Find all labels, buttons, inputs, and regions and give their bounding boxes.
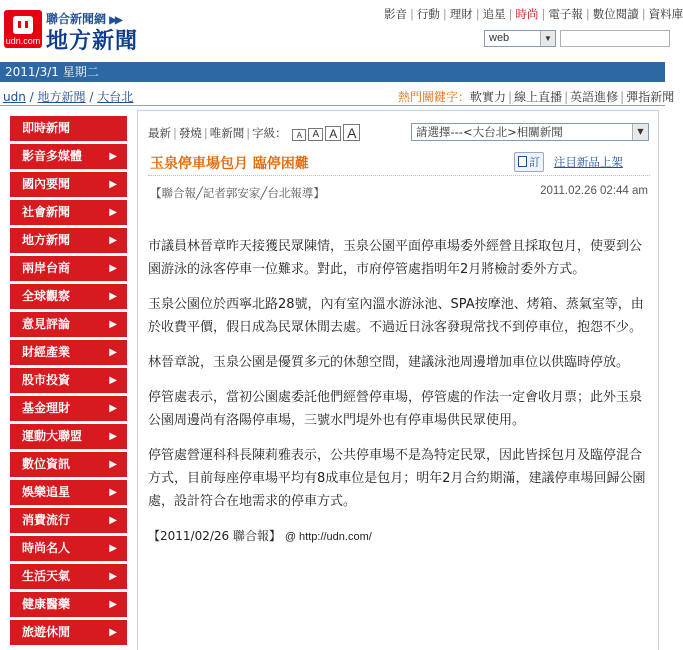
site-title[interactable]: 地方新聞: [46, 29, 139, 54]
logo-text: udn.com: [5, 36, 41, 46]
toolbar-latest-link[interactable]: 最新: [148, 126, 171, 140]
sidebar-item[interactable]: [10, 620, 127, 645]
sidebar-item[interactable]: [10, 508, 127, 533]
sidebar-item-label: 兩岸台商: [22, 261, 71, 275]
dropdown-arrow-icon: ▼: [632, 124, 648, 140]
hot-keywords-label: 熱門關鍵字：: [398, 90, 471, 104]
sidebar-item[interactable]: [10, 312, 127, 337]
sidebar-item-label: 國內要聞: [22, 177, 71, 191]
font-size-xs-button[interactable]: A: [292, 129, 306, 141]
network-name-text: 聯合新聞網: [46, 12, 107, 26]
chevron-right-icon: ▶: [109, 543, 117, 554]
header-divider: [0, 105, 665, 106]
sidebar-item-label: 消費流行: [22, 513, 71, 527]
article-byline: 【聯合報╱記者郭安家╱台北報導】: [150, 186, 325, 200]
article-source: [148, 525, 652, 549]
article-timestamp: 2011.02.26 02:44 am: [540, 185, 648, 197]
chevron-right-icon: ▶: [109, 319, 117, 330]
plug-icon: [13, 16, 33, 34]
sidebar-nav: [10, 116, 127, 648]
breadcrumb-taipei[interactable]: 大台北: [97, 90, 134, 104]
sidebar-item-label: 股市投資: [22, 373, 71, 387]
document-icon: [518, 156, 527, 167]
sidebar-item[interactable]: [10, 200, 127, 225]
top-nav-link[interactable]: 電子報: [548, 7, 583, 21]
search-scope-value: web: [489, 32, 510, 44]
sidebar-item[interactable]: [10, 480, 127, 505]
top-nav-link[interactable]: 數位閱讀: [592, 7, 639, 21]
top-nav-link[interactable]: 理財: [449, 7, 473, 21]
sidebar-item-label: 生活天氣: [22, 569, 71, 583]
article-paragraph: 玉泉公園位於西寧北路28號，內有室內溫水游泳池、SPA按摩池、烤箱、蒸氣室等，由於收費平價，假日成為民眾休閒去處。不過近日泳客發現常找不到停車位，抱怨不少。: [148, 297, 644, 335]
hot-keywords: 熱門關鍵字：軟實力 | 線上直播 | 英語進修 | 彈指新聞: [398, 90, 675, 104]
chevron-right-icon: ▶: [109, 347, 117, 358]
subscribe-area: [514, 152, 623, 172]
chevron-right-icon: ▶: [109, 403, 117, 414]
font-size-s-button[interactable]: A: [308, 128, 323, 141]
udn-logo[interactable]: [4, 10, 42, 48]
top-nav-link[interactable]: 時尚: [515, 7, 539, 21]
sidebar-item[interactable]: [10, 340, 127, 365]
chevron-right-icon: ▶: [109, 515, 117, 526]
title-divider: [148, 175, 650, 176]
article-paragraph: 停管處營運科科長陳莉雅表示，公共停車場不是為特定民眾，因此皆採包月及臨停混合方式，目前每座停車場平均有8成車位是包月；明年2月合約期滿，建議停車場回歸公園處，設計符合在地需求的停車方式。: [148, 448, 646, 509]
article-body: [148, 235, 652, 549]
subscribe-button-label: 訂: [529, 156, 540, 169]
sidebar-item[interactable]: [10, 172, 127, 197]
chevron-right-icon: ▶: [109, 571, 117, 582]
chevron-right-icon: ▶: [109, 487, 117, 498]
font-size-l-button[interactable]: A: [343, 124, 360, 141]
dropdown-arrow-icon: ▼: [540, 31, 555, 46]
sidebar-item[interactable]: [10, 256, 127, 281]
source-url[interactable]: @ http://udn.com/: [284, 531, 372, 543]
chevron-right-icon: ▶: [109, 235, 117, 246]
sidebar-item-label: 地方新聞: [22, 233, 71, 247]
hot-keyword-link[interactable]: 線上直播: [514, 90, 563, 104]
chevron-right-icon: ▶: [109, 431, 117, 442]
source-label: 【2011/02/26 聯合報】: [148, 529, 281, 543]
article-paragraph: 停管處表示，當初公園處委託他們經營停車場，停管處的作法一定會收月票；此外玉泉公園周邊尚有洛陽停車場，三號水門堤外也有停車場供民眾使用。: [148, 390, 643, 428]
related-news-value: 請選擇---<大台北>相關新聞: [416, 125, 563, 139]
chevron-right-icon: ▶: [109, 375, 117, 386]
top-nav-link[interactable]: 影音: [384, 7, 407, 21]
subscribe-link[interactable]: 注目新品上架: [553, 155, 623, 169]
chevron-right-icon: ▶: [109, 207, 117, 218]
sidebar-item[interactable]: [10, 368, 127, 393]
sidebar-item-label: 娛樂追星: [22, 485, 71, 499]
search-input[interactable]: [560, 30, 670, 47]
sidebar-item[interactable]: [10, 228, 127, 253]
chevron-right-icon: ▶: [109, 151, 117, 162]
date-bar: [0, 62, 665, 82]
sidebar-item-label: 全球觀察: [22, 289, 71, 303]
sidebar-item-label: 運動大聯盟: [22, 429, 83, 443]
current-date: 2011/3/1 星期二: [5, 65, 99, 79]
sidebar-item-label: 意見評論: [22, 317, 71, 331]
sidebar-item-label: 數位資訊: [22, 457, 71, 471]
toolbar-hot-link[interactable]: 發燒: [178, 126, 202, 140]
top-nav-link[interactable]: 資料庫: [648, 7, 683, 21]
toolbar-only-link[interactable]: 唯新聞: [209, 126, 245, 140]
chevron-right-icon: ▶: [109, 599, 117, 610]
chevron-right-icon: ▶: [109, 459, 117, 470]
article-toolbar: 最新 | 發燒 | 唯新聞 | 字級： A A A A: [148, 124, 360, 141]
sidebar-item[interactable]: [10, 452, 127, 477]
related-news-select[interactable]: [411, 123, 649, 141]
sidebar-item[interactable]: [10, 592, 127, 617]
top-nav-link[interactable]: 行動: [416, 7, 440, 21]
hot-keyword-link[interactable]: 彈指新聞: [626, 90, 675, 104]
chevron-right-icon: ▶: [109, 291, 117, 302]
sidebar-item-label: 健康醫藥: [22, 597, 71, 611]
article-paragraph: 林晉章說，玉泉公園是優質多元的休憩空間，建議泳池周邊增加車位以供臨時停放。: [148, 355, 630, 370]
sidebar-item[interactable]: [10, 564, 127, 589]
font-size-label: 字級：: [252, 126, 287, 140]
breadcrumb-separator: /: [89, 90, 94, 104]
sidebar-item-label: 基金理財: [22, 401, 71, 415]
breadcrumb-udn[interactable]: udn: [3, 90, 26, 104]
sidebar-item[interactable]: [10, 284, 127, 309]
breadcrumb-separator: /: [29, 90, 34, 104]
article-panel: [137, 110, 659, 650]
article-paragraph: 市議員林晉章昨天接獲民眾陳情，玉泉公園平面停車場委外經營且採取包月，使要到公園游泳的泳客停車一位難求。對此，市府停管處指明年2月將檢討委外方式。: [148, 239, 643, 277]
sidebar-item-label: 財經產業: [22, 345, 71, 359]
sidebar-item[interactable]: [10, 116, 127, 141]
breadcrumb: [3, 88, 133, 105]
top-nav-link[interactable]: 追星: [482, 7, 506, 21]
font-size-m-button[interactable]: A: [325, 126, 341, 141]
sidebar-item[interactable]: [10, 144, 127, 169]
sidebar-item[interactable]: [10, 424, 127, 449]
sidebar-item[interactable]: [10, 536, 127, 561]
subscribe-button[interactable]: [514, 152, 544, 172]
sidebar-item-label: 影音多媒體: [22, 149, 83, 163]
sidebar-item-label: 旅遊休閒: [22, 625, 71, 639]
article-title: 玉泉停車場包月 臨停困難: [150, 156, 309, 172]
double-arrow-icon: ▶▶: [109, 15, 121, 26]
chevron-right-icon: ▶: [109, 627, 117, 638]
sidebar-item[interactable]: [10, 396, 127, 421]
site-header: [0, 0, 683, 60]
sidebar-item-label: 時尚名人: [22, 541, 71, 555]
sidebar-item-label: 社會新聞: [22, 205, 71, 219]
chevron-right-icon: ▶: [109, 179, 117, 190]
search-scope-select[interactable]: [484, 30, 556, 47]
chevron-right-icon: ▶: [109, 263, 117, 274]
hot-keyword-link[interactable]: 英語進修: [570, 90, 619, 104]
top-nav: 影音 | 行動 | 理財 | 追星 | 時尚 | 電子報 | 數位閱讀 | 資料庫: [384, 7, 683, 21]
sidebar-item-label: 即時新聞: [22, 121, 71, 135]
breadcrumb-local-news[interactable]: 地方新聞: [37, 90, 86, 104]
breadcrumb-row: [0, 86, 675, 104]
hot-keyword-link[interactable]: 軟實力: [470, 90, 507, 104]
